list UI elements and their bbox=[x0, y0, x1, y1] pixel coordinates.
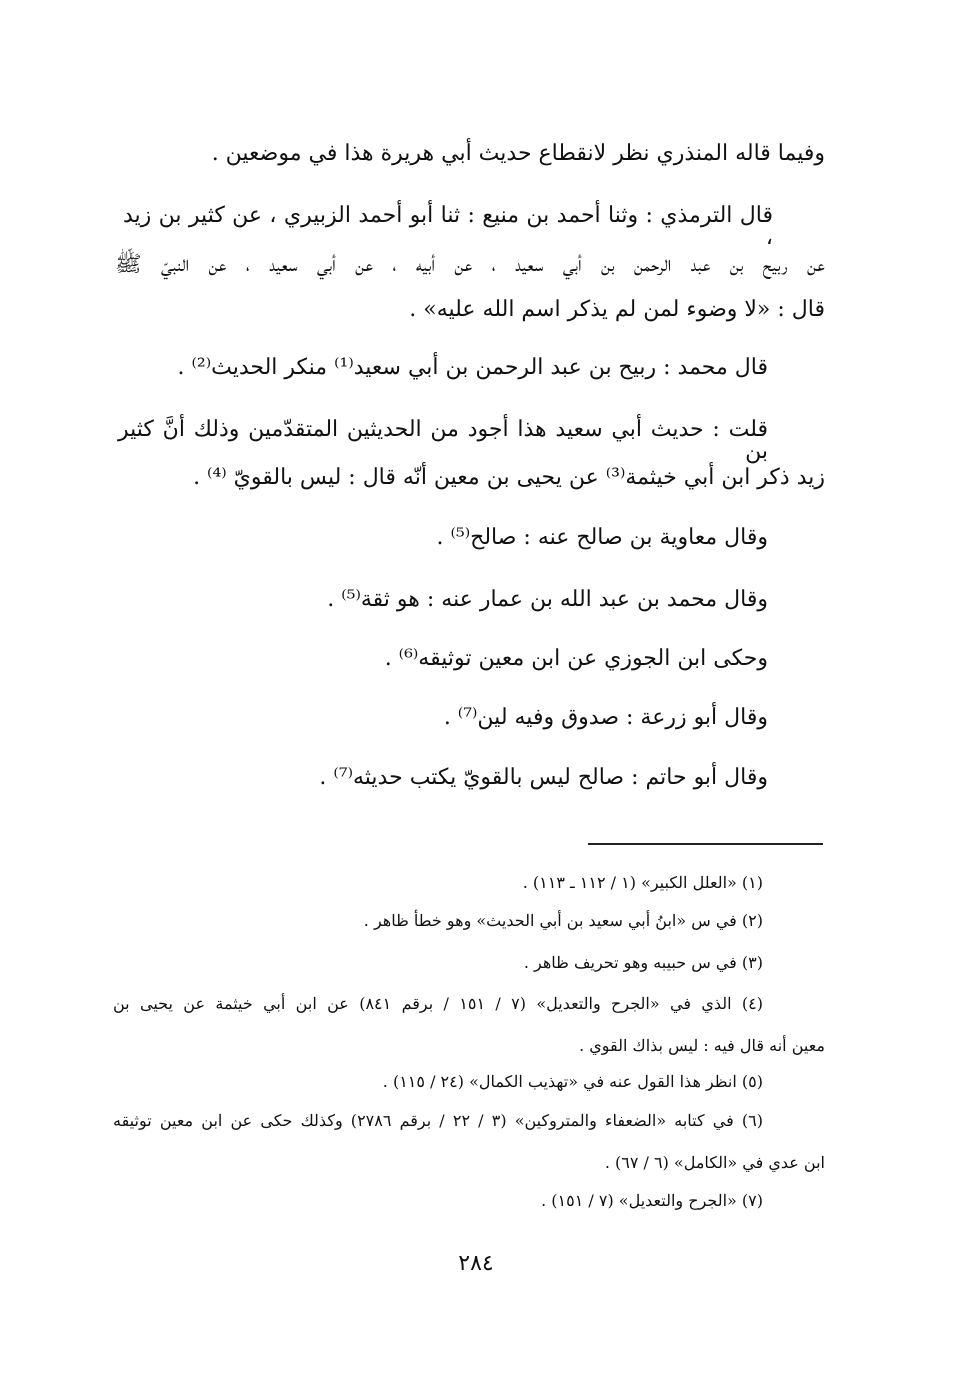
body-paragraph-4-line-1: قلت : حديث أبي سعيد هذا أجود من الحديثين المتقدّمين وذلك أنَّ كثير بن bbox=[118, 417, 768, 464]
body-paragraph-1: وفيما قاله المنذري نظر لانقطاع حديث أبي هريرة هذا في موضعين . bbox=[211, 141, 825, 166]
body-paragraph-3: قال محمد : ربيح بن عبد الرحمن بن أبي سعيد⁽¹⁾ منكر الحديث⁽²⁾ . bbox=[177, 355, 768, 380]
body-paragraph-9: وقال أبو حاتم : صالح ليس بالقويّ يكتب حديثه⁽⁷⁾ . bbox=[319, 765, 768, 790]
body-paragraph-8: وقال أبو زرعة : صدوق وفيه لين⁽⁷⁾ . bbox=[443, 705, 768, 730]
footnote-6-line-1: (٦) في كتابه «الضعفاء والمتروكين» (٣ / ٢٢ / برقم ٢٧٨٦) وكذلك حكى عن ابن معين توثيقه bbox=[113, 1111, 763, 1130]
footnote-1: (١) «العلل الكبير» (١ / ١١٢ ـ ١١٣) . bbox=[522, 873, 763, 892]
footnote-5: (٥) انظر هذا القول عنه في «تهذيب الكمال» (٢٤ / ١١٥) . bbox=[382, 1072, 763, 1091]
body-paragraph-2-line-3: قال : «لا وضوء لمن لم يذكر اسم الله عليه» . bbox=[409, 297, 825, 322]
footnote-6-line-2: ابن عدي في «الكامل» (٦ / ٦٧) . bbox=[604, 1153, 825, 1172]
footnote-3: (٣) في س حبيبه وهو تحريف ظاهر . bbox=[523, 953, 763, 972]
body-paragraph-2-line-2: عن ربيح بن عبد الرحمن بن أبي سعيد ، عن أبيه ، عن أبي سعيد ، عن النبيّ ﷺ bbox=[115, 252, 825, 277]
footnote-7: (٧) «الجرح والتعديل» (٧ / ١٥١) . bbox=[541, 1191, 763, 1210]
body-paragraph-6: وقال محمد بن عبد الله بن عمار عنه : هو ثقة⁽⁵⁾ . bbox=[327, 587, 768, 612]
body-paragraph-5: وقال معاوية بن صالح عنه : صالح⁽⁵⁾ . bbox=[436, 525, 768, 550]
footnote-4-line-1: (٤) الذي في «الجرح والتعديل» (٧ / ١٥١ / برقم ٨٤١) عن ابن أبي خيثمة عن يحيى بن bbox=[113, 994, 764, 1013]
footnote-separator bbox=[588, 843, 823, 845]
footnote-4-line-2: معين أنه قال فيه : ليس بذاك القوي . bbox=[579, 1036, 825, 1055]
page-number: ٢٨٤ bbox=[458, 1251, 494, 1276]
body-paragraph-2-line-1: قال الترمذي : وثنا أحمد بن منيع : ثنا أبو أحمد الزبيري ، عن كثير بن زيد ، bbox=[123, 203, 773, 250]
body-paragraph-7: وحكى ابن الجوزي عن ابن معين توثيقه⁽⁶⁾ . bbox=[384, 646, 768, 671]
body-paragraph-4-line-2: زيد ذكر ابن أبي خيثمة⁽³⁾ عن يحيى بن معين أنّه قال : ليس بالقويّ ⁽⁴⁾ . bbox=[193, 465, 825, 490]
footnote-2: (٢) في س «ابنُ أبي سعيد بن أبي الحديث» وهو خطأ ظاهر . bbox=[363, 911, 763, 930]
